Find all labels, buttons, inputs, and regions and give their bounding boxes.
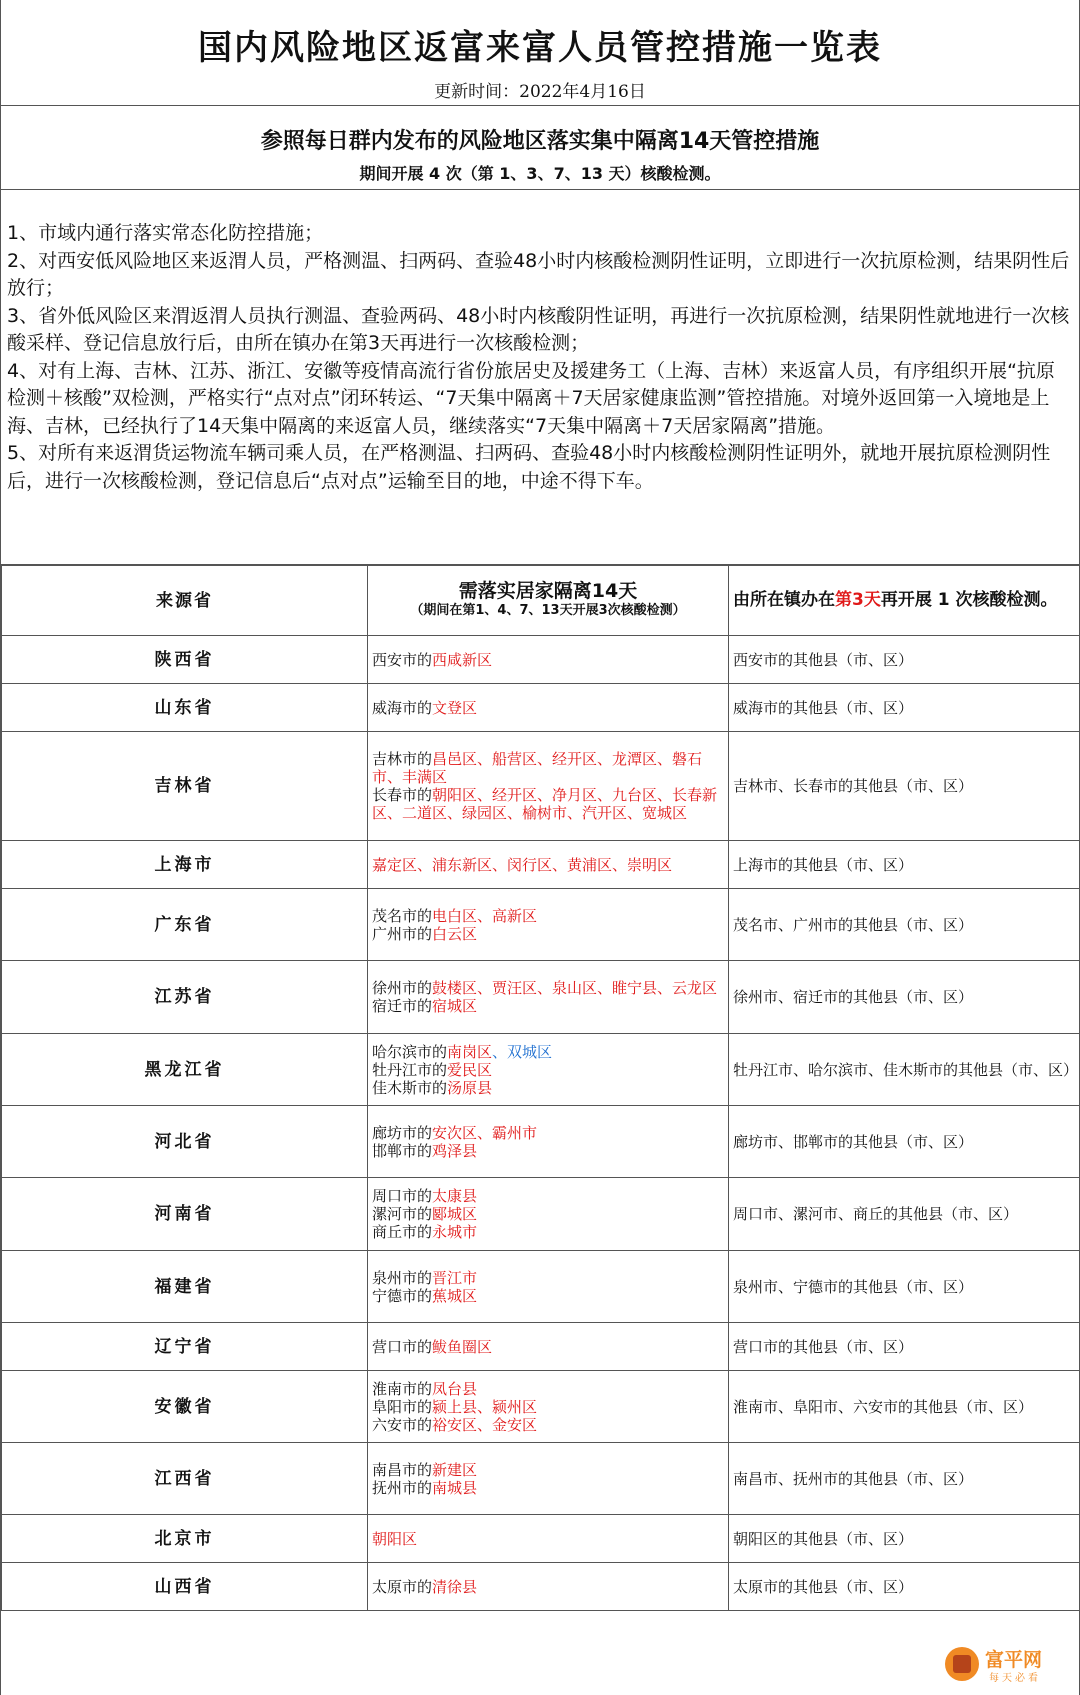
table-row — [2, 961, 1080, 1034]
city-prefix: 商丘市的 — [372, 1223, 433, 1241]
table-row — [2, 1034, 1080, 1106]
table-header-row — [2, 566, 1080, 636]
other-areas-cell: 周口市、漯河市、商丘的其他县（市、区） — [729, 1178, 1080, 1251]
other-areas-cell: 威海市的其他县（市、区） — [729, 684, 1080, 732]
note-item: 4、对有上海、吉林、江苏、浙江、安徽等疫情高流行省份旅居史及援建务工（上海、吉林）来返富人员，有序组织开展“抗原检测＋核酸”双检测，严格实行“点对点”闭环转运、“7天集中隔离＋7天居家健康监测”管控措施。对境外返回第一入境地是上海、吉林，已经执行了14天集中隔离的来返富人员，继续落实“7天集中隔离＋7天居家隔离”措施。 — [7, 359, 1055, 437]
notes — [1, 190, 1079, 565]
risk-area-name: 永城市 — [432, 1223, 478, 1241]
table-row — [2, 1371, 1080, 1443]
area-line — [372, 925, 724, 943]
table-row — [2, 1323, 1080, 1371]
area-line — [372, 1205, 724, 1223]
table-row — [2, 1563, 1080, 1611]
other-areas-cell: 营口市的其他县（市、区） — [729, 1323, 1080, 1371]
area-line — [372, 651, 724, 669]
province-cell: 山东省 — [2, 684, 368, 732]
banner-main: 参照每日群内发布的风险地区落实集中隔离14天管控措施 — [260, 129, 820, 154]
isolation-areas-cell — [368, 889, 729, 961]
other-areas-cell: 淮南市、阜阳市、六安市的其他县（市、区） — [729, 1371, 1080, 1443]
province-cell: 河南省 — [2, 1178, 368, 1251]
risk-area-name: 宿城区 — [432, 997, 478, 1015]
note-item: 5、对所有来返渭货运物流车辆司乘人员，在严格测温、扫两码、查验48小时内核酸检测阴性证明外，就地开展抗原检测阴性后，进行一次核酸检测，登记信息后“点对点”运输至目的地，中途不得下车。 — [7, 442, 1051, 492]
note-item: 2、对西安低风险地区来返渭人员，严格测温、扫两码、查验48小时内核酸检测阴性证明，立即进行一次抗原检测，结果阴性后放行； — [7, 249, 1070, 299]
risk-area-name: 晋江市 — [432, 1268, 478, 1287]
area-line — [372, 1380, 724, 1398]
risk-area-name: 南岗区 — [447, 1042, 493, 1061]
other-areas-text-post: 再开展 1 次核酸检测。 — [880, 590, 1058, 610]
city-prefix: 西安市的 — [372, 650, 433, 669]
city-prefix: 太原市的 — [372, 1577, 433, 1596]
area-line — [372, 1338, 724, 1356]
other-areas-cell: 廊坊市、邯郸市的其他县（市、区） — [729, 1106, 1080, 1178]
risk-area-name: 爱民区 — [447, 1060, 493, 1079]
other-areas-highlight: 第3天 — [835, 590, 881, 610]
province-cell: 安徽省 — [2, 1371, 368, 1443]
table-row — [2, 1251, 1080, 1323]
city-prefix: 牡丹江市的 — [372, 1060, 448, 1079]
isolation-areas-cell — [368, 1034, 729, 1106]
other-areas-cell: 南昌市、抚州市的其他县（市、区） — [729, 1443, 1080, 1515]
province-cell: 福建省 — [2, 1251, 368, 1323]
province-cell: 吉林省 — [2, 732, 368, 841]
area-line — [372, 1223, 724, 1241]
area-line — [372, 1578, 724, 1596]
isolation-areas-cell — [368, 684, 729, 732]
area-line — [372, 979, 724, 997]
table-row — [2, 889, 1080, 961]
risk-area-name: 嘉定区、浦东新区、闵行区、黄浦区、崇明区 — [372, 855, 673, 874]
city-prefix: 营口市的 — [372, 1337, 433, 1356]
page-title: 国内风险地区返富来富人员管控措施一览表 — [198, 28, 882, 68]
isolation-areas-cell — [368, 1106, 729, 1178]
home-isolation-subtitle: （期间在第1、4、7、13天开展3次核酸检测） — [410, 602, 686, 618]
province-cell: 陕西省 — [2, 636, 368, 684]
other-areas-cell: 吉林市、长春市的其他县（市、区） — [729, 732, 1080, 841]
city-prefix: 阜阳市的 — [372, 1397, 433, 1416]
risk-area-name: 电白区、高新区 — [432, 906, 538, 925]
city-prefix: 泉州市的 — [372, 1268, 433, 1287]
table-row — [2, 1443, 1080, 1515]
city-prefix: 吉林市的 — [372, 750, 433, 768]
risk-area-name: 蕉城区 — [432, 1286, 478, 1305]
province-cell: 北京市 — [2, 1515, 368, 1563]
isolation-areas-cell — [368, 1323, 729, 1371]
city-prefix: 哈尔滨市的 — [372, 1042, 448, 1061]
risk-area-name: 朝阳区 — [372, 1529, 418, 1548]
other-areas-cell: 西安市的其他县（市、区） — [729, 636, 1080, 684]
isolation-areas-cell — [368, 841, 729, 889]
banner-sub: 期间开展 4 次（第 1、3、7、13 天）核酸检测。 — [359, 164, 721, 183]
area-line — [372, 1187, 724, 1205]
area-line — [372, 997, 724, 1015]
note-item: 3、省外低风险区来渭返渭人员执行测温、查验两码、48小时内核酸阴性证明，再进行一次抗原检测，结果阴性就地进行一次核酸采样、登记信息放行后，由所在镇办在第3天再进行一次核酸检测； — [7, 304, 1070, 354]
column-header-home-isolation — [368, 566, 729, 636]
other-areas-cell: 徐州市、宿迁市的其他县（市、区） — [729, 961, 1080, 1034]
header — [1, 0, 1079, 106]
isolation-areas-cell — [368, 1515, 729, 1563]
province-cell: 广东省 — [2, 889, 368, 961]
city-prefix: 威海市的 — [372, 698, 433, 717]
risk-area-name: 新建区 — [432, 1460, 478, 1479]
update-time: 更新时间：2022年4月16日 — [434, 82, 646, 102]
risk-area-name: 清徐县 — [432, 1577, 478, 1596]
area-line — [372, 786, 724, 822]
city-prefix: 宿迁市的 — [372, 997, 433, 1015]
other-areas-cell: 上海市的其他县（市、区） — [729, 841, 1080, 889]
area-line — [372, 1043, 724, 1061]
home-isolation-title: 需落实居家隔离14天 — [458, 579, 638, 602]
city-prefix: 淮南市的 — [372, 1379, 433, 1398]
logo-icon — [945, 1647, 979, 1681]
city-prefix: 茂名市的 — [372, 906, 433, 925]
area-line — [372, 1461, 724, 1479]
risk-area-name: 、双城区 — [492, 1042, 553, 1061]
area-line — [372, 1079, 724, 1097]
city-prefix: 六安市的 — [372, 1415, 433, 1434]
table-row — [2, 636, 1080, 684]
area-line — [372, 1530, 724, 1548]
table-row — [2, 1515, 1080, 1563]
city-prefix: 抚州市的 — [372, 1478, 433, 1497]
city-prefix: 广州市的 — [372, 924, 433, 943]
province-cell: 河北省 — [2, 1106, 368, 1178]
city-prefix: 徐州市的 — [372, 979, 433, 997]
other-areas-cell: 茂名市、广州市的其他县（市、区） — [729, 889, 1080, 961]
city-prefix: 佳木斯市的 — [372, 1078, 448, 1097]
province-cell: 辽宁省 — [2, 1323, 368, 1371]
risk-area-name: 南城县 — [432, 1478, 478, 1497]
note-item: 1、市域内通行落实常态化防控措施； — [7, 222, 324, 244]
isolation-areas-cell — [368, 1563, 729, 1611]
table-row — [2, 684, 1080, 732]
other-areas-cell: 朝阳区的其他县（市、区） — [729, 1515, 1080, 1563]
area-line — [372, 907, 724, 925]
area-line — [372, 699, 724, 717]
isolation-areas-cell — [368, 1178, 729, 1251]
risk-area-name: 文登区 — [432, 698, 478, 717]
risk-area-name: 汤原县 — [447, 1078, 493, 1097]
province-cell: 江西省 — [2, 1443, 368, 1515]
risk-area-name: 鲅鱼圈区 — [432, 1337, 493, 1356]
risk-area-name: 鼓楼区、贾汪区、泉山区、睢宁县、云龙区 — [432, 979, 718, 997]
city-prefix: 漯河市的 — [372, 1205, 433, 1223]
risk-area-name: 凤台县 — [432, 1379, 478, 1398]
isolation-areas-cell — [368, 636, 729, 684]
column-header-other-areas — [729, 566, 1080, 636]
area-line — [372, 1061, 724, 1079]
province-cell: 黑龙江省 — [2, 1034, 368, 1106]
area-line — [372, 1398, 724, 1416]
other-areas-cell: 牡丹江市、哈尔滨市、佳木斯市的其他县（市、区） — [729, 1034, 1080, 1106]
risk-area-name: 昌邑区、船营区、经开区、龙潭区、磐石市、丰满区 — [372, 750, 703, 786]
province-cell: 江苏省 — [2, 961, 368, 1034]
risk-area-name: 郾城区 — [432, 1205, 478, 1223]
area-line — [372, 1479, 724, 1497]
province-cell: 上海市 — [2, 841, 368, 889]
area-line — [372, 1287, 724, 1305]
isolation-areas-cell — [368, 1251, 729, 1323]
table-row — [2, 732, 1080, 841]
other-areas-text-pre: 由所在镇办在 — [733, 590, 835, 610]
column-header-province: 来源省 — [2, 566, 368, 636]
area-line — [372, 1416, 724, 1434]
province-cell: 山西省 — [2, 1563, 368, 1611]
risk-area-name: 颍上县、颍州区 — [432, 1397, 538, 1416]
risk-area-name: 西咸新区 — [432, 650, 493, 669]
logo-name: 富平网 — [985, 1649, 1043, 1671]
risk-area-name: 鸡泽县 — [432, 1141, 478, 1160]
other-areas-cell: 太原市的其他县（市、区） — [729, 1563, 1080, 1611]
isolation-areas-cell — [368, 732, 729, 841]
other-areas-cell: 泉州市、宁德市的其他县（市、区） — [729, 1251, 1080, 1323]
risk-area-name: 裕安区、金安区 — [432, 1415, 538, 1434]
area-line — [372, 1142, 724, 1160]
area-line — [372, 1124, 724, 1142]
city-prefix: 周口市的 — [372, 1187, 433, 1205]
risk-area-table — [1, 565, 1080, 1611]
isolation-areas-cell — [368, 961, 729, 1034]
isolation-areas-cell — [368, 1443, 729, 1515]
risk-area-name: 白云区 — [432, 924, 478, 943]
site-logo — [945, 1645, 1065, 1685]
city-prefix: 宁德市的 — [372, 1286, 433, 1305]
logo-slogan: 每天必看 — [989, 1673, 1041, 1684]
table-row — [2, 841, 1080, 889]
table-row — [2, 1178, 1080, 1251]
city-prefix: 长春市的 — [372, 786, 433, 804]
area-line — [372, 1269, 724, 1287]
city-prefix: 廊坊市的 — [372, 1123, 433, 1142]
city-prefix: 邯郸市的 — [372, 1141, 433, 1160]
area-line — [372, 856, 724, 874]
banner — [1, 106, 1079, 190]
risk-area-name: 朝阳区、经开区、净月区、九台区、长春新区、二道区、绿园区、榆树市、汽开区、宽城区 — [372, 786, 718, 822]
area-line — [372, 750, 724, 786]
table-row — [2, 1106, 1080, 1178]
risk-area-name: 太康县 — [432, 1187, 478, 1205]
city-prefix: 南昌市的 — [372, 1460, 433, 1479]
isolation-areas-cell — [368, 1371, 729, 1443]
risk-area-name: 安次区、霸州市 — [432, 1123, 538, 1142]
